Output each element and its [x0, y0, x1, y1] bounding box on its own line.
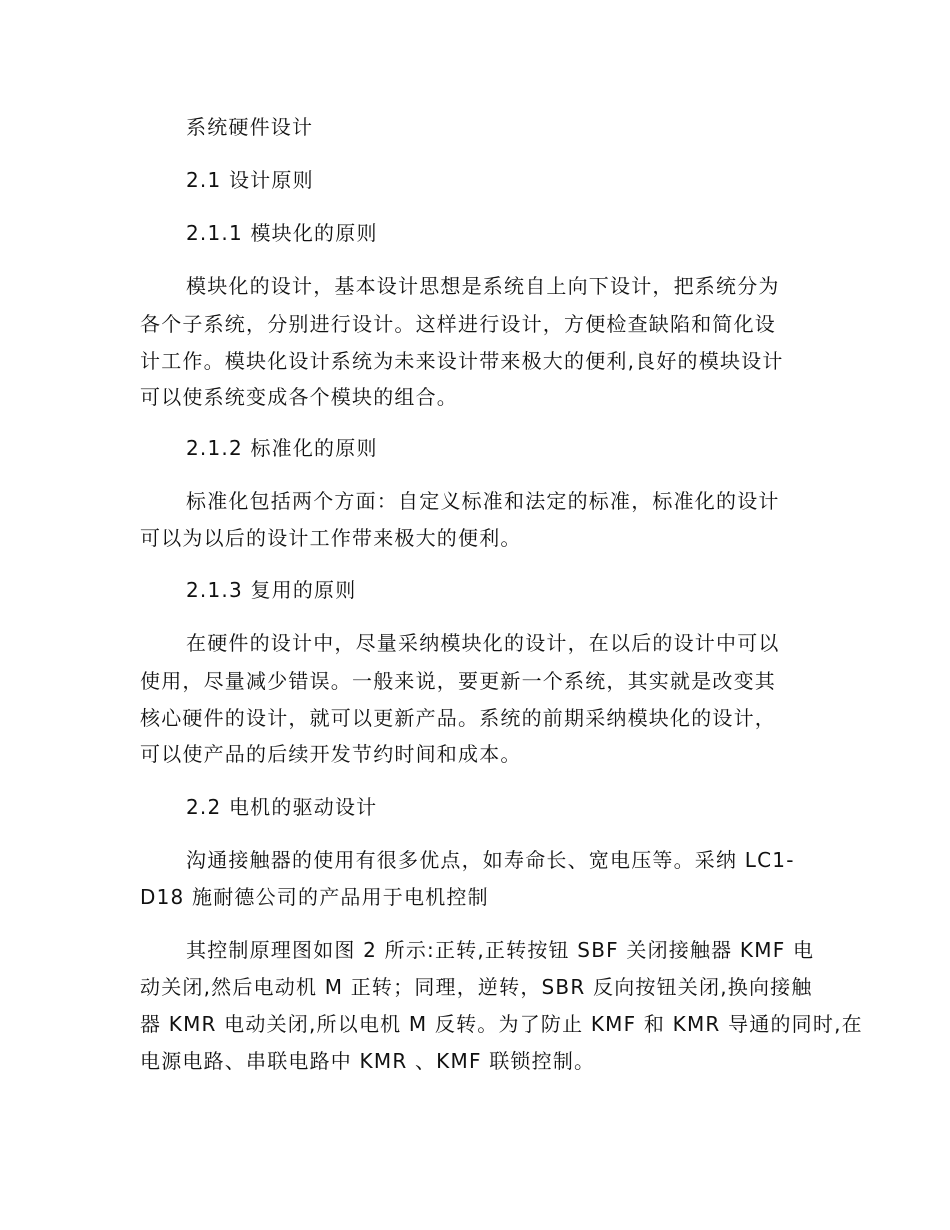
section-heading: 系统硬件设计 [186, 115, 314, 139]
paragraph-line: 可以使产品的后续开发节约时间和成本。 [140, 742, 522, 766]
paragraph-line: 在硬件的设计中，尽量采纳模块化的设计，在以后的设计中可以 [186, 631, 780, 655]
paragraph-line: 电源电路、串联电路中 KMR 、KMF 联锁控制。 [140, 1049, 596, 1073]
subsubsection-heading: 2.1.1 模块化的原则 [186, 221, 378, 245]
paragraph-line: 可以为以后的设计工作带来极大的便利。 [140, 526, 522, 550]
paragraph-line: 计工作。模块化设计系统为未来设计带来极大的便利,良好的模块设计 [140, 349, 784, 373]
paragraph-line: 模块化的设计，基本设计思想是系统自上向下设计，把系统分为 [186, 274, 780, 298]
subsubsection-heading: 2.1.2 标准化的原则 [186, 436, 378, 460]
paragraph-line: 核心硬件的设计，就可以更新产品。系统的前期采纳模块化的设计， [140, 706, 776, 730]
paragraph-line: D18 施耐德公司的产品用于电机控制 [140, 885, 489, 909]
paragraph-line: 其控制原理图如图 2 所示:正转,正转按钮 SBF 关闭接触器 KMF 电 [186, 938, 815, 962]
subsection-heading: 2.1 设计原则 [186, 168, 314, 192]
paragraph-line: 标准化包括两个方面：自定义标准和法定的标准，标准化的设计 [186, 489, 780, 513]
paragraph-line: 可以使系统变成各个模块的组合。 [140, 385, 458, 409]
subsubsection-heading: 2.1.3 复用的原则 [186, 578, 357, 602]
subsection-heading: 2.2 电机的驱动设计 [186, 795, 378, 819]
paragraph-line: 使用，尽量减少错误。一般来说，要更新一个系统，其实就是改变其 [140, 669, 776, 693]
paragraph-line: 器 KMR 电动关闭,所以电机 M 反转。为了防止 KMF 和 KMR 导通的同时,在 [140, 1012, 863, 1036]
paragraph-line: 沟通接触器的使用有很多优点，如寿命长、宽电压等。采纳 LC1- [186, 848, 795, 872]
paragraph-line: 动关闭,然后电动机 M 正转；同理，逆转，SBR 反向按钮关闭,换向接触 [140, 975, 813, 999]
paragraph-line: 各个子系统，分别进行设计。这样进行设计，方便检查缺陷和简化设 [140, 312, 776, 336]
